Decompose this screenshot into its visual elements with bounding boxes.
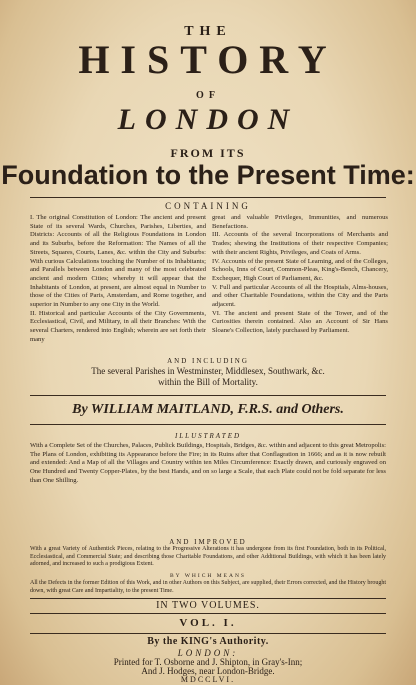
divider-rule <box>30 613 386 614</box>
divider-rule <box>30 598 386 599</box>
imprint-date: MDCCLVI. <box>180 675 236 684</box>
divider-rule <box>30 424 386 425</box>
contents-left-column <box>30 214 206 345</box>
divider-rule <box>30 197 386 198</box>
contents-item: great and valuable Privileges, Immunities, and numerous Benefactions. <box>212 214 388 230</box>
contents-item: II. Historical and particular Accounts of the City Governments, Ecclesiastical, Civil, and Military, in all their Branches: With the several Charters, rendered into English; wherein are set forth their many <box>30 309 206 343</box>
authority-line: By the KING's Authority. <box>147 636 269 647</box>
divider-rule <box>30 633 386 634</box>
which-means-paragraph: All the Defects in the former Edition of this Work, and in other Authors on this Subject, are supplied, their Errors corrected, and the History brought down, with great Care and Impartiality, to the present Time. <box>30 580 386 594</box>
contents-right-column <box>212 214 388 336</box>
title-foundation: Foundation to the Present Time: <box>1 160 415 190</box>
which-means-heading: BY WHICH MEANS <box>170 573 246 579</box>
contents-item: IV. Accounts of the present State of Learning, and of the Colleges, Schools, Inns of Court, Common-Pleas, King's-Bench, Chancery, Exchequer, High Court of Parliament, &c. <box>212 257 388 282</box>
illustrated-heading: ILLUSTRATED <box>174 432 242 440</box>
contents-item: III. Accounts of the several Incorporations of Merchants and Trades; shewing the Institutions of their respective Companies; with their ancient Rights, Privileges, and Coats of Arms. <box>212 231 388 256</box>
improved-paragraph: With a great Variety of Authentick Pieces, relating to the Progressive Alterations it has undergone from its first Foundation, both in its Political, Ecclesiastical, and Commercial State; and describing those Charitable Foundations, and other Additional Buildings, with which it has been lately adorned, and increased to such a prodigious Extent. <box>30 546 386 568</box>
printer-line-2: And J. Hodges, near London-Bridge. <box>141 666 275 676</box>
illustrated-paragraph: With a Complete Set of the Churches, Palaces, Publick Buildings, Hospitals, Bridges, &c. within and adjacent to this great Metropolis: The Plans of London, exhibiting its Appearance before the Fire; in its Ruins after that Conflagration in 1666; and as it is now rebuilt and extended: And a Map of all the Villages and Country within ten Miles Circumference: Exactly drawn, and curiously engraved on One Hundred and Twenty Copper-Plates, by the best Hands, and on so large a Scale, that each Plate could not be fold separate for less than One Shilling. <box>30 442 386 484</box>
volumes-line: IN TWO VOLUMES. <box>156 600 260 611</box>
improved-text <box>30 546 386 569</box>
printer-line: Printed for T. Osborne and J. Shipton, in Gray's-Inn; <box>113 657 303 667</box>
contents-item: V. Full and particular Accounts of all the Hospitals, Alms-houses, and other Charitable Foundations, within the City and the Parts adjacent. <box>212 283 388 309</box>
title-from-its: FROM ITS <box>170 146 246 160</box>
divider-rule <box>30 395 386 396</box>
title-london: LONDON <box>117 103 299 136</box>
illustrated-text <box>30 442 386 486</box>
parishes-line: The several Parishes in Westminster, Middlesex, Southwark, &c. <box>91 366 325 376</box>
contents-item: I. The original Constitution of London: The ancient and present State of its several Wards, Churches, Parishes, Liberties, and Districts: Accounts of all the Religious Foundations in London and its Suburbs, before the Reformation: The Names of all the Streets, Squares, Courts, Lanes, &c. within the City and Suburbs: With curious Calculations touching the Number of its Inhabitants; and Parallels between London and many of the most celebrated ancient and modern Cities; whereby it will appear that the Inhabitants of London, at present, are almost equal in Number to those of the Cities of Paris, Amsterdam, and Rome together, and superior in Number to any one City in the World. <box>30 214 206 309</box>
including-heading: AND INCLUDING <box>167 357 249 365</box>
title-the: THE <box>184 24 232 39</box>
bill-line: within the Bill of Mortality. <box>158 377 258 387</box>
volume-number: VOL. I. <box>179 617 237 629</box>
title-of: OF <box>196 90 220 101</box>
imprint-city: LONDON: <box>177 648 239 658</box>
contents-item: VI. The ancient and present State of the Tower, and of the Curiosities therein contained. Also an Account of Sir Hans Sloane's Collection, lately purchased by Parliament. <box>212 309 388 335</box>
title-history: HISTORY <box>78 37 338 82</box>
containing-heading: CONTAINING <box>165 201 251 211</box>
improved-heading: AND IMPROVED <box>169 538 247 546</box>
which-means-text <box>30 580 386 595</box>
author-line: By WILLIAM MAITLAND, F.R.S. and Others. <box>72 402 344 417</box>
